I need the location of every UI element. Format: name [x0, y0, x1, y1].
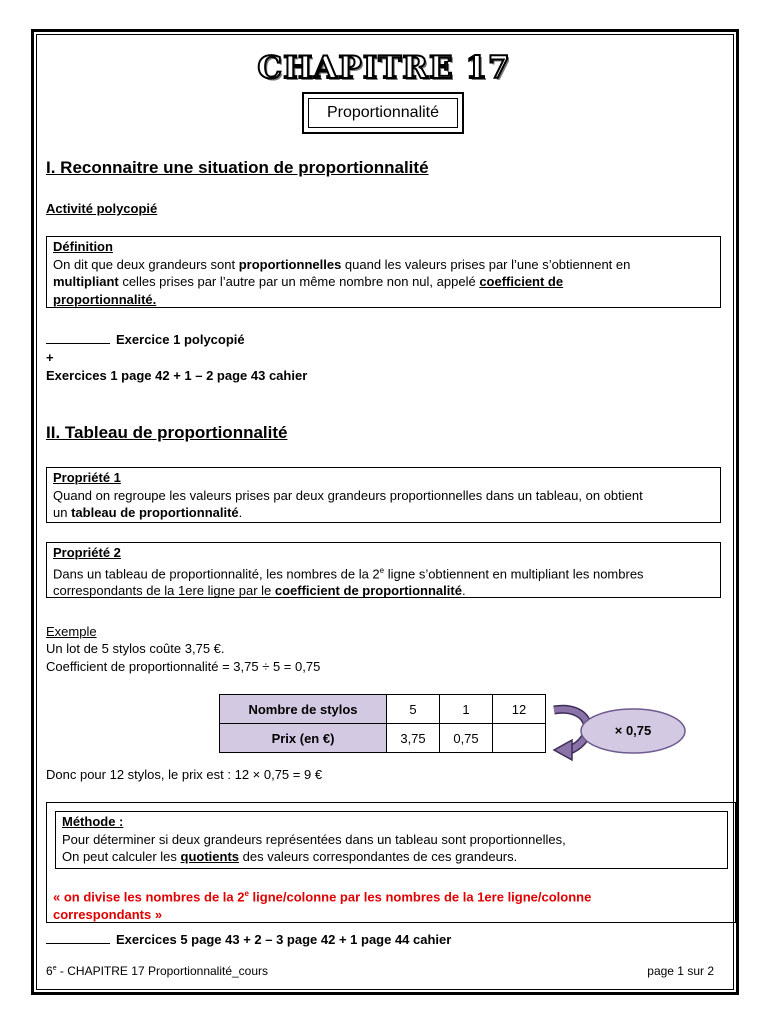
multiplier-label: × 0,75 — [614, 723, 652, 738]
footer-text: - CHAPITRE 17 Proportionnalité_cours — [56, 964, 269, 978]
example-line2: Coefficient de proportionnalité = 3,75 ÷ 5 = 0,75 — [46, 659, 321, 674]
footer-left — [46, 964, 268, 978]
superscript: e — [52, 965, 57, 972]
method-line1: Pour déterminer si deux grandeurs représentées dans un tableau sont proportionnelles, — [62, 831, 566, 847]
definition-keyword: coefficient de — [479, 274, 564, 289]
activity-label: Activité polycopié — [46, 201, 158, 216]
footer-text: 6 — [46, 964, 53, 978]
definition-keyword: proportionnalité. — [53, 291, 157, 307]
definition-keyword: proportionnelles — [238, 256, 342, 272]
property2-text: correspondants de la 1ere ligne par le — [53, 583, 275, 599]
method-text: On peut calculer les — [62, 849, 181, 864]
property1-label: Propriété 1 — [53, 470, 121, 485]
section1-title: I. Reconnaitre une situation de proportionnalité — [46, 158, 429, 177]
exercises-line-1: Exercices 1 page 42 + 1 – 2 page 43 cahier — [46, 368, 308, 383]
subtitle-box — [302, 92, 464, 134]
chapter-title: CHAPITRE 17 — [257, 50, 511, 86]
property1-text: Quand on regroupe les valeurs prises par deux grandeurs proportionnelles dans un tableau, on obtient — [53, 487, 643, 503]
red-text: « on divise les nombres de la 2 — [53, 889, 245, 905]
method-box — [55, 811, 728, 869]
table-cell: 1 — [440, 695, 493, 724]
red-text: correspondants » — [53, 907, 163, 923]
definition-label: Définition — [53, 239, 113, 254]
definition-text: On dit que deux grandeurs sont — [53, 256, 239, 272]
definition-text: quand les valeurs prises par l’une s’obtiennent en — [341, 256, 631, 272]
page-number: page 1 sur 2 — [647, 964, 714, 978]
property2-text: . — [461, 583, 466, 599]
method-section — [46, 802, 736, 923]
table-cell: 12 — [493, 695, 546, 724]
table-cell: 0,75 — [440, 724, 493, 753]
subtitle: Proportionnalité — [308, 98, 458, 128]
table-cell: Nombre de stylos — [220, 695, 387, 724]
definition-box — [46, 236, 721, 308]
exercise1-line — [46, 331, 245, 349]
method-keyword: quotients — [180, 849, 240, 864]
property2-keyword: coefficient de proportionnalité — [274, 583, 462, 599]
table-row — [220, 695, 546, 724]
blank-line — [46, 932, 110, 944]
table-cell: Prix (en €) — [220, 724, 387, 753]
method-text: des valeurs correspondantes de ces grandeurs. — [239, 849, 518, 864]
method-red-note — [53, 885, 729, 924]
superscript: e — [379, 565, 385, 575]
property2-text: ligne s’obtiennent en multipliant les nombres — [384, 565, 644, 581]
example-line1: Un lot de 5 stylos coûte 3,75 €. — [46, 641, 225, 656]
property1-keyword: tableau de proportionnalité — [71, 505, 239, 520]
table-cell: 3,75 — [387, 724, 440, 753]
exercises-text: Exercices 5 page 43 + 2 – 3 page 42 + 1 page 44 cahier — [116, 932, 452, 947]
exercise1-text: Exercice 1 polycopié — [116, 332, 245, 347]
method-label: Méthode : — [62, 814, 124, 829]
section2-title: II. Tableau de proportionnalité — [46, 423, 288, 442]
definition-keyword: multipliant — [53, 274, 119, 289]
property1-text: un — [53, 505, 72, 520]
table-cell — [493, 724, 546, 753]
plus-sign: + — [46, 350, 54, 365]
table-row — [220, 724, 546, 753]
property1-text: . — [238, 505, 243, 520]
definition-text: celles prises par l’autre par un même nombre non nul, appelé — [118, 274, 480, 289]
red-text: ligne/colonne par les nombres de la 1ere ligne/colonne — [248, 889, 592, 905]
property2-label: Propriété 2 — [53, 545, 121, 560]
property1-box — [46, 467, 721, 523]
proportionality-table — [219, 694, 546, 753]
table-cell: 5 — [387, 695, 440, 724]
conclusion: Donc pour 12 stylos, le prix est : 12 × 0,75 = 9 € — [46, 767, 323, 782]
property2-box — [46, 542, 721, 598]
blank-line — [46, 332, 110, 344]
exercises-line-2 — [46, 931, 451, 949]
property2-text: Dans un tableau de proportionnalité, les nombres de la 2 — [53, 565, 380, 581]
example-label: Exemple — [46, 624, 97, 639]
superscript: e — [244, 889, 249, 898]
